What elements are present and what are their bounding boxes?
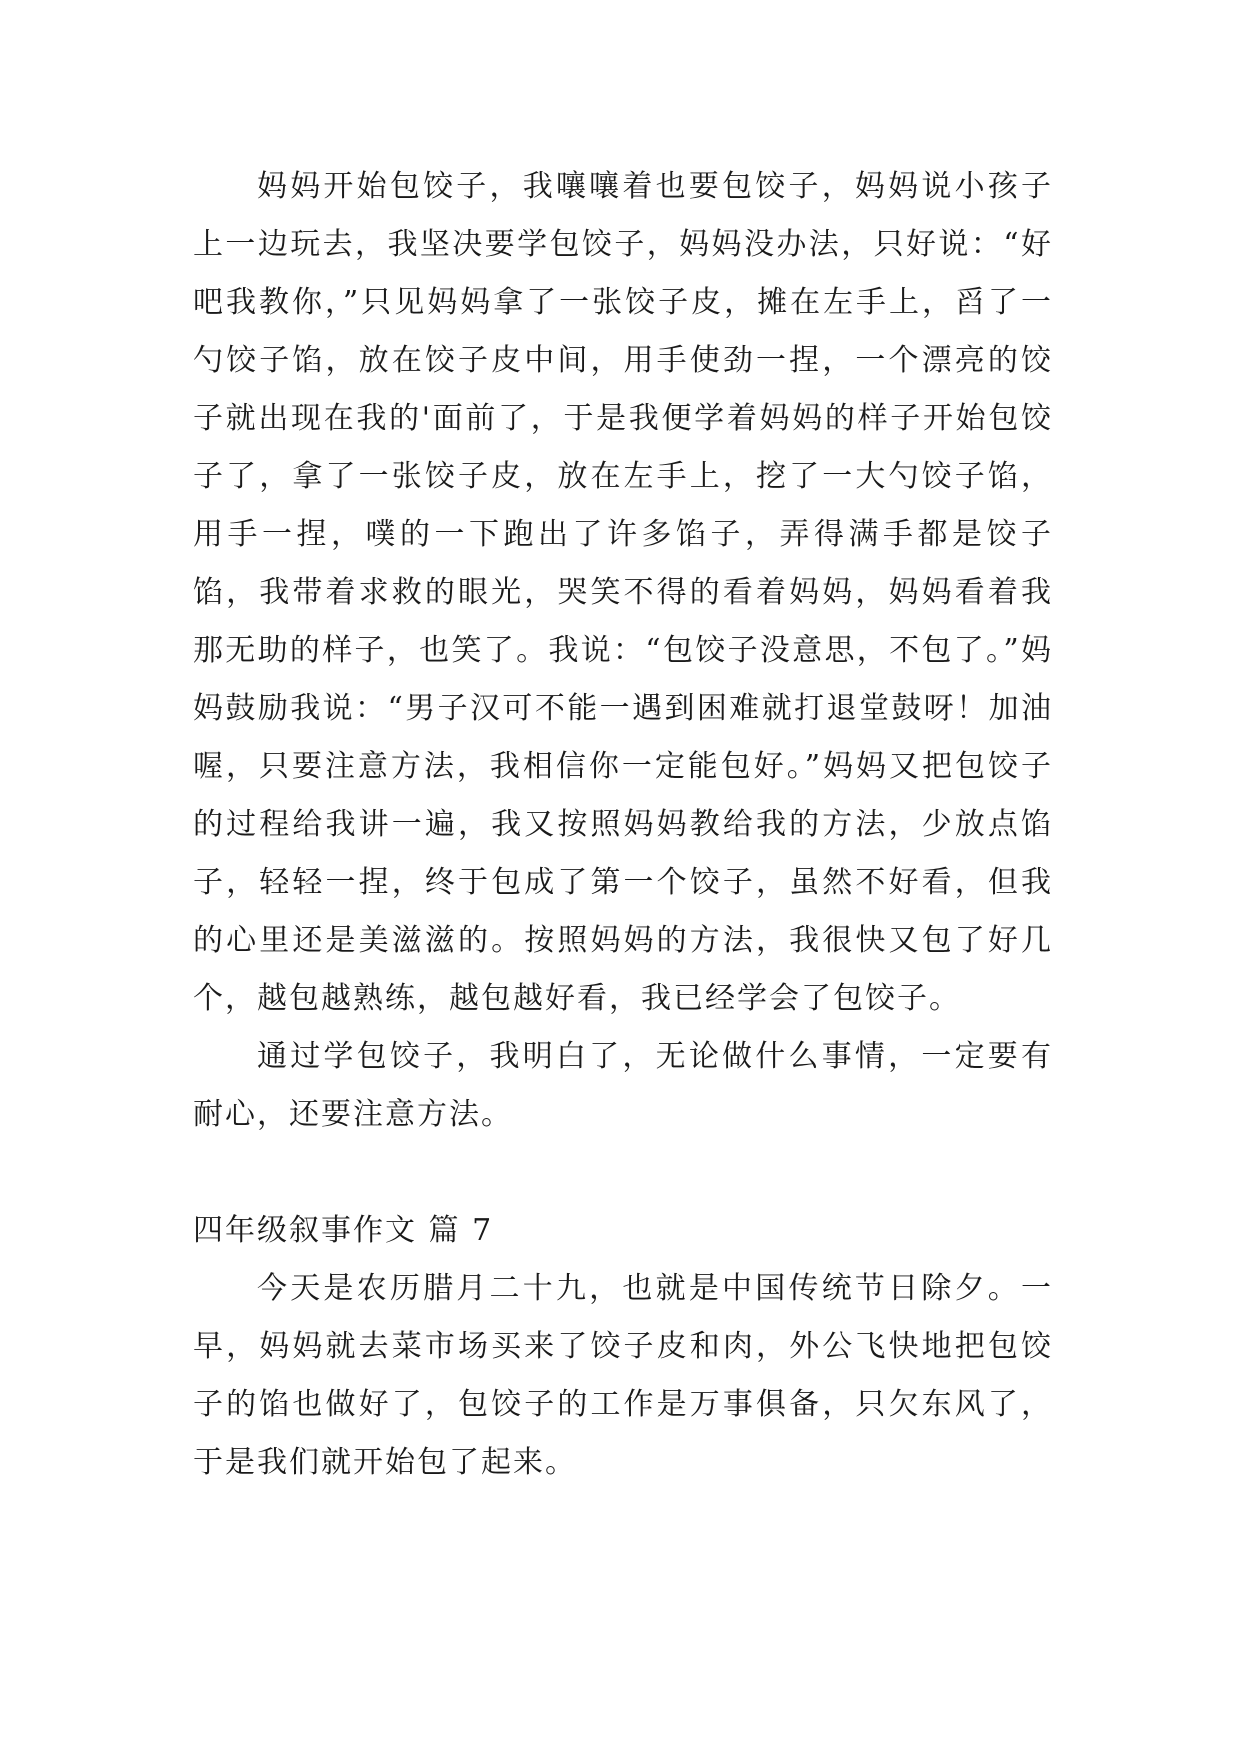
section-heading: 四年级叙事作文 篇 7 [193,1213,494,1248]
paragraph-dumpling-making: 妈妈开始包饺子，我嚷嚷着也要包饺子，妈妈说小孩子上一边玩去，我坚决要学包饺子，妈妈没办法，只好说：“好吧我教你，”只见妈妈拿了一张饺子皮，摊在左手上，舀了一勺饺子馅，放在饺子皮中间，用手使劲一捏，一个漂亮的饺子就出现在我的'面前了，于是我便学着妈妈的样子开始包饺子了，拿了一张饺子皮，放在左手上，挖了一大勺饺子馅，用手一捏，噗的一下跑出了许多馅子，弄得满手都是饺子馅，我带着求救的眼光，哭笑不得的看着妈妈，妈妈看着我那无助的样子，也笑了。我说：“包饺子没意思，不包了。”妈妈鼓励我说：“男子汉可不能一遇到困难就打退堂鼓呀！加油喔，只要注意方法，我相信你一定能包好。”妈妈又把包饺子的过程给我讲一遍，我又按照妈妈教给我的方法，少放点馅子，轻轻一捏，终于包成了第一个饺子，虽然不好看，但我的心里还是美滋滋的。按照妈妈的方法，我很快又包了好几个，越包越熟练，越包越好看，我已经学会了包饺子。 [193,169,1053,1016]
paragraph-lesson: 通过学包饺子，我明白了，无论做什么事情，一定要有耐心，还要注意方法。 [193,1039,1053,1132]
document-body [193,158,1053,1492]
paragraph-new-years-eve: 今天是农历腊月二十九，也就是中国传统节日除夕。一早，妈妈就去菜市场买来了饺子皮和肉，外公飞快地把包饺子的馅也做好了，包饺子的工作是万事俱备，只欠东风了，于是我们就开始包了起来。 [193,1271,1053,1480]
